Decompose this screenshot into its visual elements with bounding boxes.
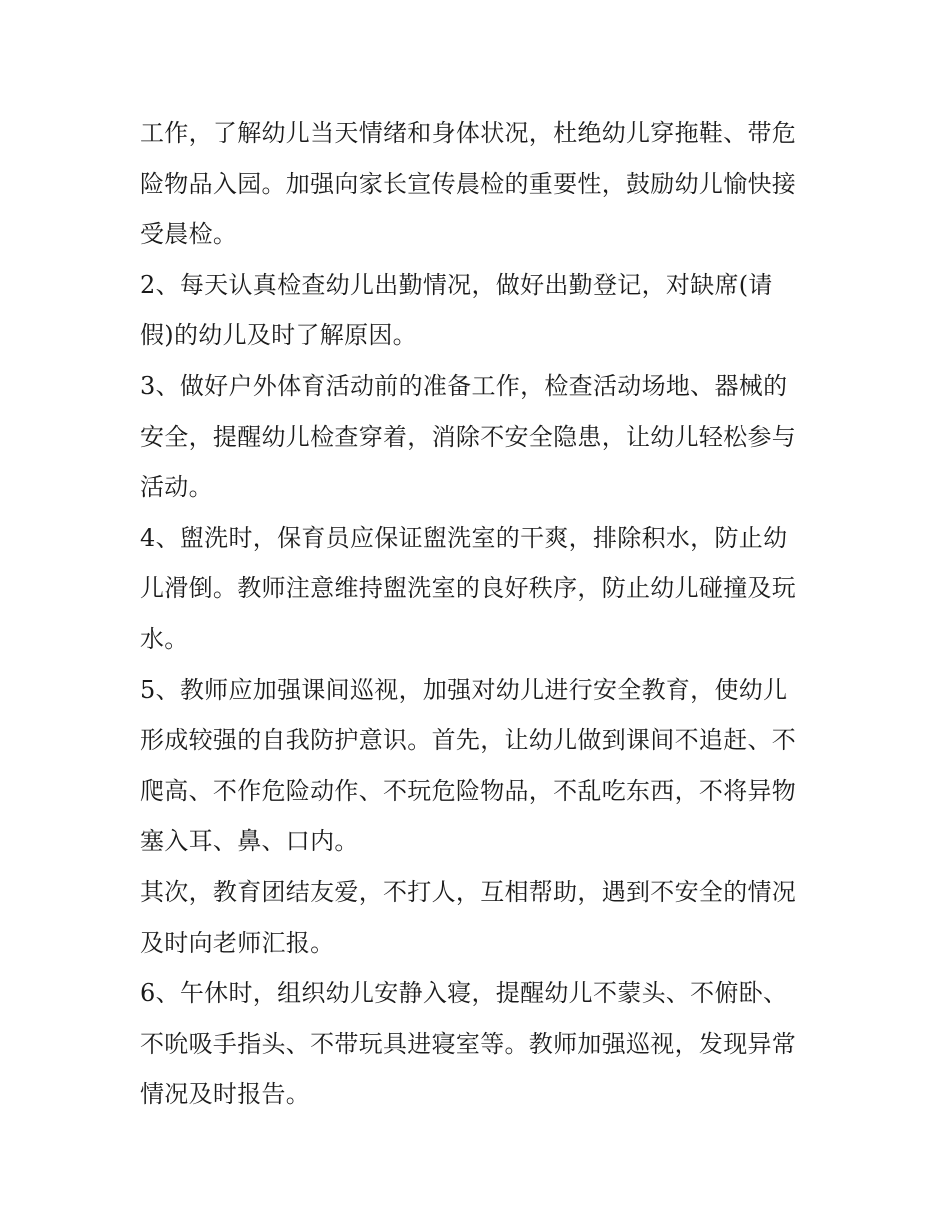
paragraph-nap-time: 6、午休时，组织幼儿安静入寝，提醒幼儿不蒙头、不俯卧、 不吮吸手指头、不带玩具进寝室等。教师加强巡视，发现异常 情况及时报告。 (140, 979, 797, 1109)
paragraph-unity: 其次，教育团结友爱，不打人，互相帮助，遇到不安全的情况 及时向老师汇报。 (140, 877, 797, 957)
paragraph-washroom: 4、盥洗时，保育员应保证盥洗室的干爽，排除积水，防止幼 儿滑倒。教师注意维持盥洗室的良好秩序，防止幼儿碰撞及玩 水。 (140, 523, 797, 653)
paragraph-attendance: 2、每天认真检查幼儿出勤情况，做好出勤登记，对缺席(请 假)的幼儿及时了解原因。 (140, 270, 773, 350)
document-body (140, 108, 820, 1120)
paragraph-outdoor-activity: 3、做好户外体育活动前的准备工作，检查活动场地、器械的 安全，提醒幼儿检查穿着，消除不安全隐患，让幼儿轻松参与 活动。 (140, 371, 797, 502)
paragraph-class-break: 5、教师应加强课间巡视，加强对幼儿进行安全教育，使幼儿 形成较强的自我防护意识。首先，让幼儿做到课间不追赶、不 爬高、不作危险动作、不玩危险物品，不乱吃东西，不将异物 塞入耳、鼻、口内。 (140, 675, 797, 856)
paragraph-morning-check: 工作，了解幼儿当天情绪和身体状况，杜绝幼儿穿拖鞋、带危 险物品入园。加强向家长宣传晨检的重要性，鼓励幼儿愉快接 受晨检。 (140, 119, 797, 249)
